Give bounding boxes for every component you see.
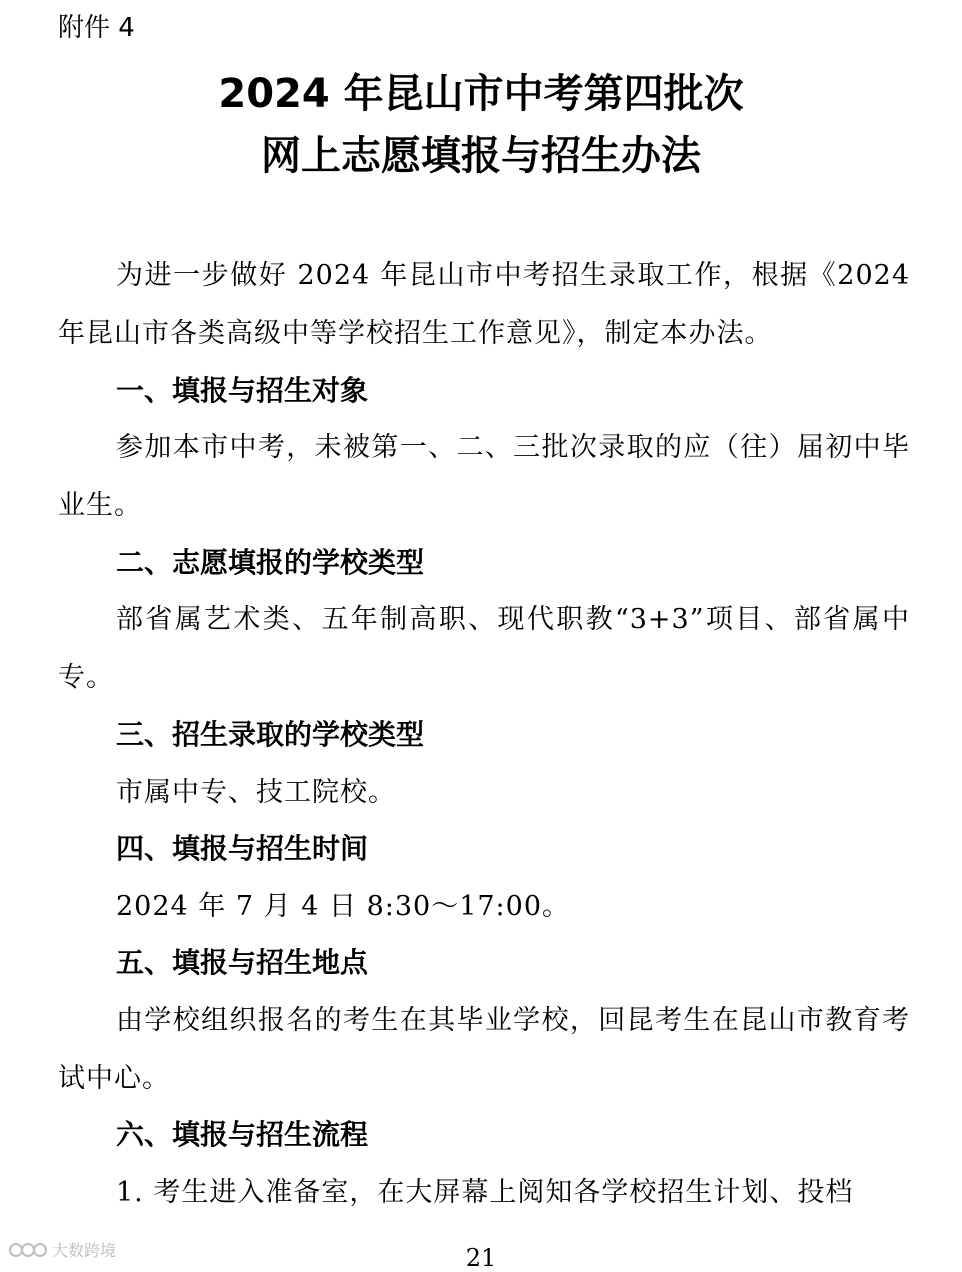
document-title-line-2: 网上志愿填报与招生办法 bbox=[261, 133, 701, 179]
section-body-1: 参加本市中考，未被第一、二、三批次录取的应（往）届初中毕业生。 bbox=[58, 432, 910, 521]
watermark-text: 大数跨境 bbox=[52, 1241, 117, 1260]
section-heading-5: 五、填报与招生地点 bbox=[116, 946, 369, 979]
page-number: 21 bbox=[465, 1244, 497, 1272]
section-body-5: 由学校组织报名的考生在其毕业学校，回昆考生在昆山市教育考试中心。 bbox=[58, 1005, 910, 1094]
section-heading-3: 三、招生录取的学校类型 bbox=[116, 718, 425, 751]
section-body-6: 1. 考生进入准备室，在大屏幕上阅知各学校招生计划、投档 bbox=[116, 1177, 854, 1208]
section-heading-1: 一、填报与招生对象 bbox=[116, 374, 369, 407]
section-body-4: 2024 年 7 月 4 日 8:30～17:00。 bbox=[116, 891, 571, 922]
section-body-3: 市属中专、技工院校。 bbox=[116, 777, 396, 808]
intro-paragraph: 为进一步做好 2024 年昆山市中考招生录取工作，根据《2024年昆山市各类高级中等学校招生工作意见》，制定本办法。 bbox=[58, 260, 910, 349]
attachment-label: 附件 4 bbox=[58, 13, 135, 43]
section-body-2: 部省属艺术类、五年制高职、现代职教“3+3”项目、部省属中专。 bbox=[58, 604, 910, 693]
section-heading-2: 二、志愿填报的学校类型 bbox=[116, 546, 425, 579]
document-title-line-1: 2024 年昆山市中考第四批次 bbox=[218, 71, 744, 117]
section-heading-4: 四、填报与招生时间 bbox=[116, 832, 369, 865]
section-heading-6: 六、填报与招生流程 bbox=[116, 1118, 369, 1151]
